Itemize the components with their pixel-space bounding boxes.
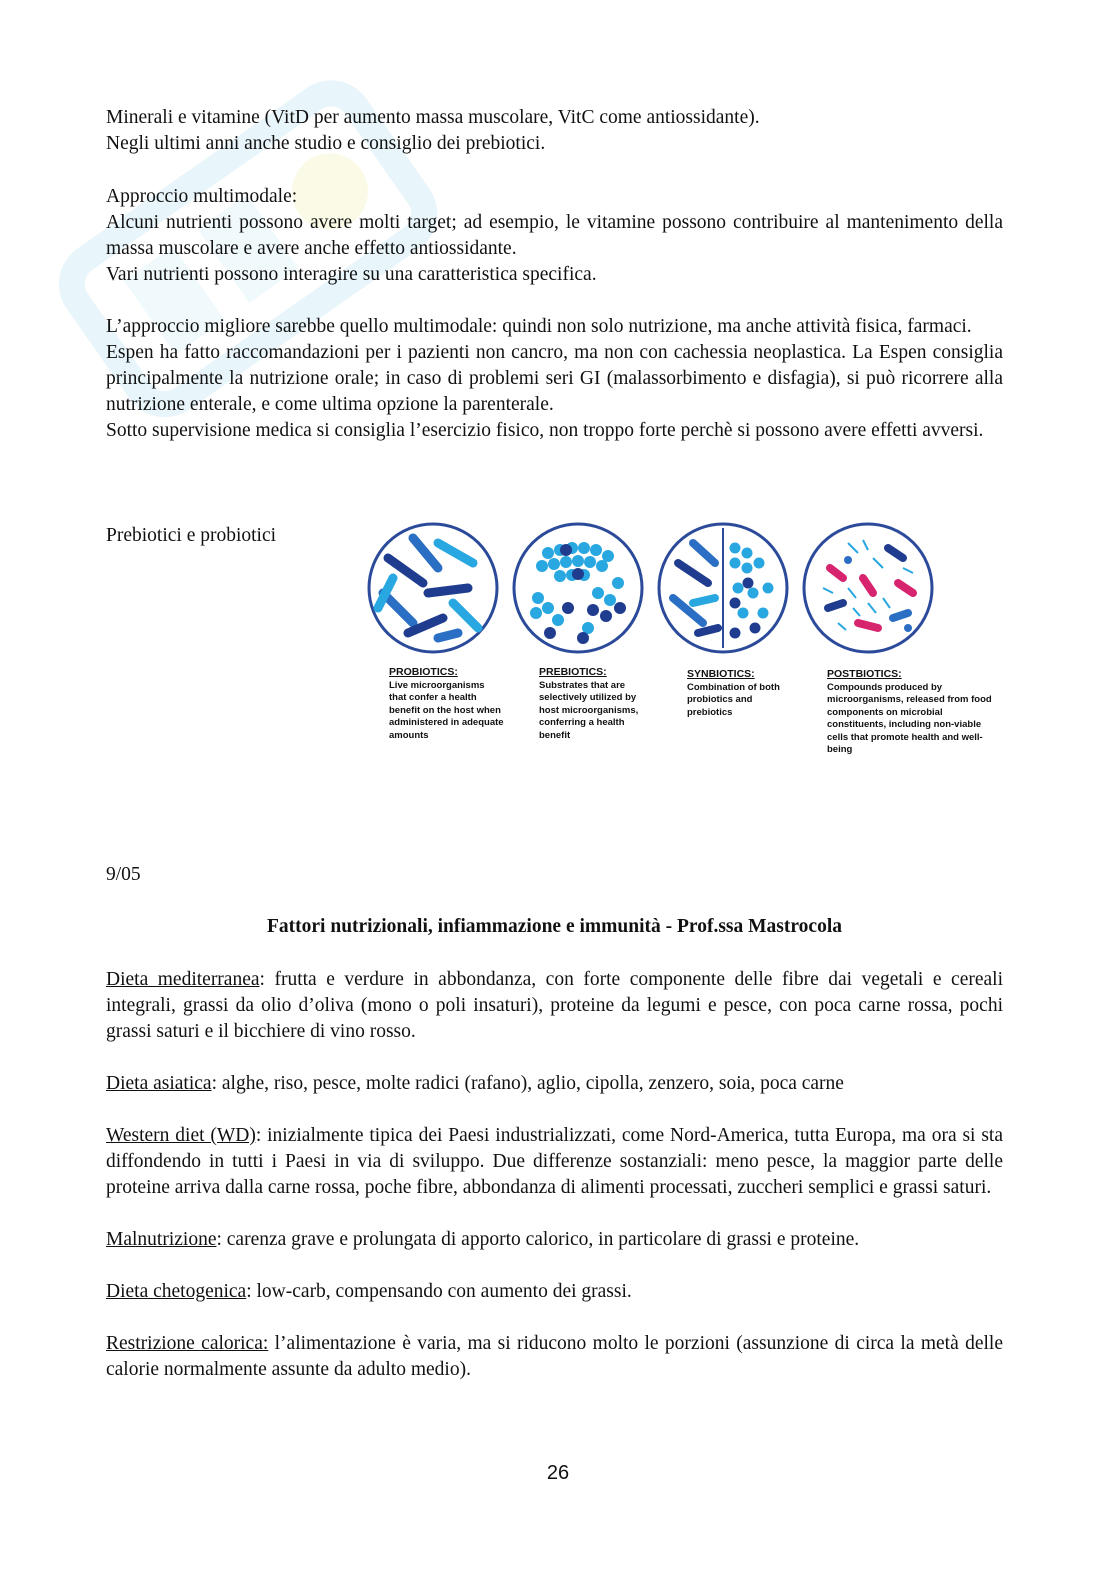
diet-term: Restrizione calorica: bbox=[106, 1333, 269, 1354]
postbiotics-circle bbox=[804, 524, 932, 652]
prebiotics-circle bbox=[514, 524, 642, 652]
diet-text: : inizialmente tipica dei Paesi industrializzati, come Nord-America, tutta Europa, ma ora si sta diffondendo in tutti i Paesi in via di sviluppo. Due differenze sostanziali: meno pesce, la maggior parte delle proteine arriva dalla carne rossa, poche fibre, abbondanza di alimenti processati, zuccheri semplici e grassi saturi. bbox=[106, 1125, 1004, 1198]
caption-desc: Live microorganisms that confer a health benefit on the host when administered in adequate amounts bbox=[389, 679, 504, 741]
biotics-figure bbox=[363, 518, 1003, 768]
diet-term: Dieta chetogenica bbox=[106, 1281, 247, 1302]
figure-label-text: Prebiotici e probiotici bbox=[106, 525, 277, 546]
diet-text: : alghe, riso, pesce, molte radici (rafano), aglio, cipolla, zenzero, soia, poca carne bbox=[211, 1073, 844, 1094]
text-paragraph: Sotto supervisione medica si consiglia l’esercizio fisico, non troppo forte perchè si possono avere effetti avversi. bbox=[106, 420, 984, 441]
date-text: 9/05 bbox=[106, 864, 141, 885]
text-line: Negli ultimi anni anche studio e consiglio dei prebiotici. bbox=[106, 133, 546, 154]
text-paragraph: Espen ha fatto raccomandazioni per i pazienti non cancro, ma non con cachessia neoplastica. La Espen consiglia principalmente la nutrizione orale; in caso di problemi seri GI (malassorbimento e disfagia), si può ricorrere alla nutrizione enterale, e come ultima opzione la parenterale. bbox=[106, 342, 1003, 415]
espen-paragraph bbox=[106, 314, 1003, 444]
caption-title: POSTBIOTICS: bbox=[827, 668, 902, 680]
diet-term: Dieta mediterranea bbox=[106, 969, 260, 990]
caption-title: SYNBIOTICS: bbox=[687, 668, 755, 680]
diet-entry bbox=[106, 1123, 1003, 1201]
postbiotics-caption bbox=[827, 668, 992, 757]
synbiotics-caption bbox=[687, 668, 797, 719]
diet-text: : carenza grave e prolungata di apporto calorico, in particolare di grassi e proteine. bbox=[216, 1229, 860, 1250]
caption-desc: Compounds produced by microorganisms, released from food components on microbial constituents, including non-viable cells that promote health and well-being bbox=[827, 681, 992, 755]
diet-text: : low-carb, compensando con aumento dei grassi. bbox=[246, 1281, 632, 1302]
diet-entry bbox=[106, 1279, 1003, 1305]
caption-title: PROBIOTICS: bbox=[389, 666, 458, 678]
caption-desc: Combination of both probiotics and prebiotics bbox=[687, 681, 780, 718]
multimodal-paragraph bbox=[106, 184, 1003, 288]
diet-entry bbox=[106, 967, 1003, 1045]
section-title: Fattori nutrizionali, infiammazione e immunità - Prof.ssa Mastrocola bbox=[267, 916, 842, 937]
text-paragraph: Vari nutrienti possono interagire su una caratteristica specifica. bbox=[106, 264, 597, 285]
diet-entry bbox=[106, 1227, 1003, 1253]
diet-term: Dieta asiatica bbox=[106, 1073, 212, 1094]
page-number: 26 bbox=[546, 1462, 570, 1484]
text-paragraph: Alcuni nutrienti possono avere molti target; ad esempio, le vitamine possono contribuire al mantenimento della massa muscolare e avere anche effetto antiossidante. bbox=[106, 212, 1003, 259]
caption-desc: Substrates that are selectively utilized by host microorganisms, conferring a health benefit bbox=[539, 679, 639, 741]
synbiotics-circle bbox=[659, 524, 787, 652]
paragraph-heading: Approccio multimodale: bbox=[106, 186, 298, 207]
prebiotics-caption bbox=[539, 666, 649, 742]
diet-entry bbox=[106, 1331, 1003, 1383]
text-line: Minerali e vitamine (VitD per aumento massa muscolare, VitC come antiossidante). bbox=[106, 107, 760, 128]
diet-term: Western diet (WD) bbox=[106, 1125, 256, 1146]
figure-label bbox=[106, 523, 346, 549]
diet-list bbox=[106, 967, 1003, 1383]
diet-term: Malnutrizione bbox=[106, 1229, 217, 1250]
biotics-circles bbox=[363, 518, 1003, 663]
diet-entry bbox=[106, 1071, 1003, 1097]
intro-paragraph bbox=[106, 105, 1003, 157]
diet-text: : frutta e verdure in abbondanza, con forte componente delle fibre dai vegetali e cereali integrali, grassi da olio d’oliva (mono o poli insaturi), proteine da legumi e pesce, con poca carne rossa, pochi grassi saturi e il bicchiere di vino rosso. bbox=[106, 969, 1003, 1042]
date-line bbox=[106, 862, 1003, 888]
diet-text: l’alimentazione è varia, ma si riducono molto le porzioni (assunzione di circa la metà delle calorie normalmente assunte da adulto medio). bbox=[106, 1333, 1003, 1380]
text-paragraph: L’approccio migliore sarebbe quello multimodale: quindi non solo nutrizione, ma anche attività fisica, farmaci. bbox=[106, 316, 972, 337]
caption-title: PREBIOTICS: bbox=[539, 666, 607, 678]
probiotics-caption bbox=[389, 666, 504, 742]
probiotics-circle bbox=[369, 524, 497, 652]
